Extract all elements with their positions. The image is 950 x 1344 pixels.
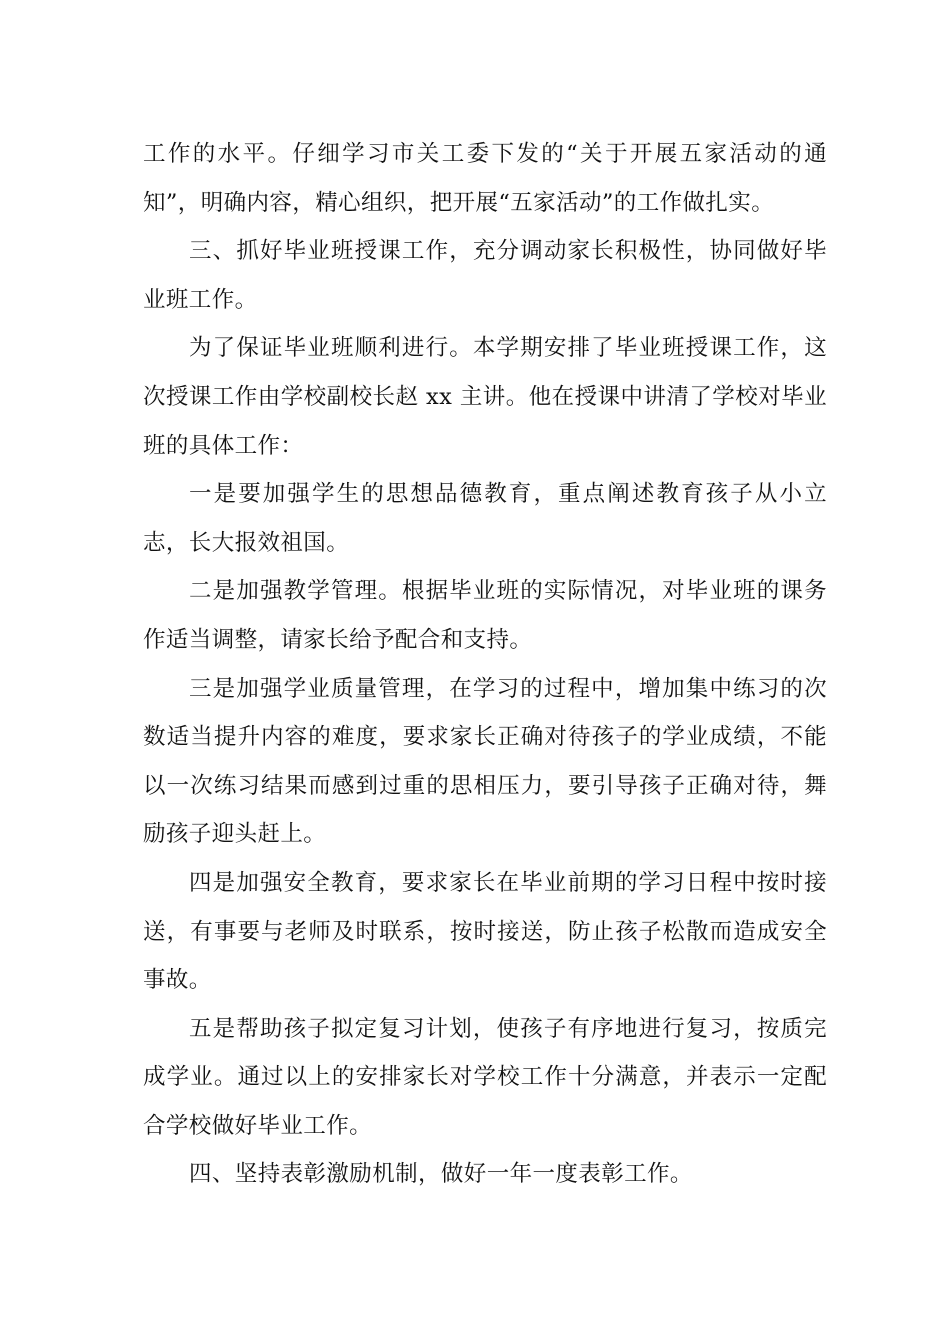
- paragraph-9: 四、坚持表彰激励机制，做好一年一度表彰工作。: [189, 1161, 693, 1188]
- paragraph-7: 四是加强安全教育，要求家长在毕业前期的学习日程中按时接送，有事要与老师及时联系，按时接送，防止孩子松散而造成安全事故。: [143, 869, 827, 994]
- paragraph-8: 五是帮助孩子拟定复习计划，使孩子有序地进行复习，按质完成学业。通过以上的安排家长对学校工作十分满意，并表示一定配合学校做好毕业工作。: [143, 1015, 827, 1139]
- paragraph-5: 二是加强教学管理。根据毕业班的实际情况，对毕业班的课务作适当调整，请家长给予配合和支持。: [143, 578, 827, 653]
- paragraph-6: 三是加强学业质量管理，在学习的过程中，增加集中练习的次数适当提升内容的难度，要求家长正确对待孩子的学业成绩，不能以一次练习结果而感到过重的思相压力，要引导孩子正确对待，舞励孩子迎头赶上。: [143, 675, 827, 848]
- paragraph-3: 为了保证毕业班顺利进行。本学期安排了毕业班授课工作，这次授课工作由学校副校长赵 xx 主讲。他在授课中讲清了学校对毕业班的具体工作：: [143, 335, 827, 459]
- paragraph-4: 一是要加强学生的思想品德教育，重点阐述教育孩子从小立志，长大报效祖国。: [143, 481, 827, 556]
- paragraph-2: 三、抓好毕业班授课工作，充分调动家长积极性，协同做好毕业班工作。: [143, 238, 827, 313]
- paragraph-1: 工作的水平。仔细学习市关工委下发的“关于开展五家活动的通知”，明确内容，精心组织，把开展“五家活动”的工作做扎实。: [143, 141, 827, 216]
- document-body: [143, 130, 827, 1199]
